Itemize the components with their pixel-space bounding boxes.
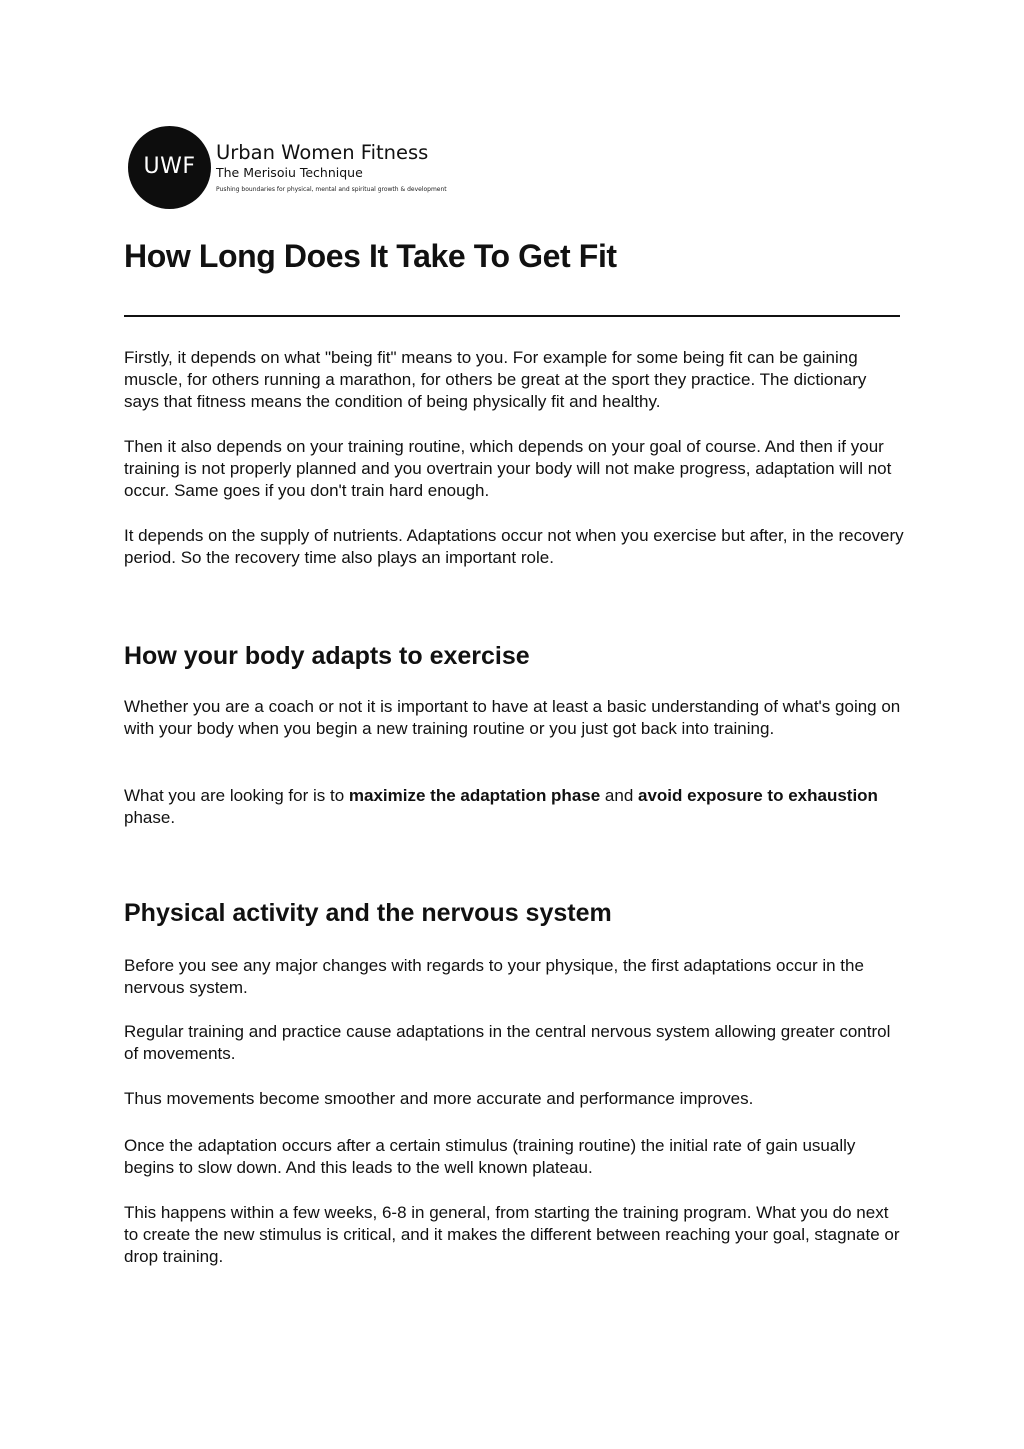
text-run: and [600, 786, 638, 805]
text-run: What you are looking for is to [124, 786, 349, 805]
intro-paragraph-1: Firstly, it depends on what "being fit" means to you. For example for some being fit can be gaining muscle, for others running a marathon, for others be great at the sport they practice. The dictionary says that fitness means the condition of being physically fit and healthy. [124, 348, 867, 411]
emphasis-maximize: maximize the adaptation phase [348, 786, 601, 805]
adaptation-paragraph-2 [124, 785, 904, 829]
adaptation-paragraph-1: Whether you are a coach or not it is important to have at least a basic understanding of what's going on with your body when you begin a new training routine or you just got back into training. [124, 697, 901, 738]
logo-subtitle: The Merisoiu Technique [216, 165, 363, 180]
nervous-paragraph-5: This happens within a few weeks, 6-8 in general, from starting the training program. What you do next to create the new stimulus is critical, and it makes the different between reaching your goal, stagnate or drop training. [124, 1203, 900, 1266]
logo-monogram: UWF [143, 154, 196, 179]
section-heading-adaptation: How your body adapts to exercise [124, 642, 530, 670]
nervous-paragraph-3: Thus movements become smoother and more accurate and performance improves. [124, 1089, 754, 1108]
section-heading-nervous-system: Physical activity and the nervous system [124, 899, 612, 927]
nervous-paragraph-2: Regular training and practice cause adaptations in the central nervous system allowing greater control of movements. [124, 1022, 891, 1063]
logo-tagline: Pushing boundaries for physical, mental and spiritual growth & development [216, 186, 447, 193]
intro-paragraph-2: Then it also depends on your training routine, which depends on your goal of course. And then if your training is not properly planned and you overtrain your body will not make progress, adaptation will not occur. Same goes if you don't train hard enough. [124, 437, 892, 500]
emphasis-avoid: avoid exposure to exhaustion [638, 786, 878, 805]
logo-title: Urban Women Fitness [216, 141, 429, 164]
text-run: phase. [124, 808, 176, 827]
title-divider [124, 315, 900, 317]
nervous-paragraph-1: Before you see any major changes with regards to your physique, the first adaptations occur in the nervous system. [124, 956, 864, 997]
nervous-paragraph-4: Once the adaptation occurs after a certain stimulus (training routine) the initial rate of gain usually begins to slow down. And this leads to the well known plateau. [124, 1136, 856, 1177]
document-title: How Long Does It Take To Get Fit [124, 238, 617, 274]
intro-paragraph-3: It depends on the supply of nutrients. Adaptations occur not when you exercise but after, in the recovery period. So the recovery time also plays an important role. [124, 526, 904, 567]
brand-logo [128, 126, 528, 214]
